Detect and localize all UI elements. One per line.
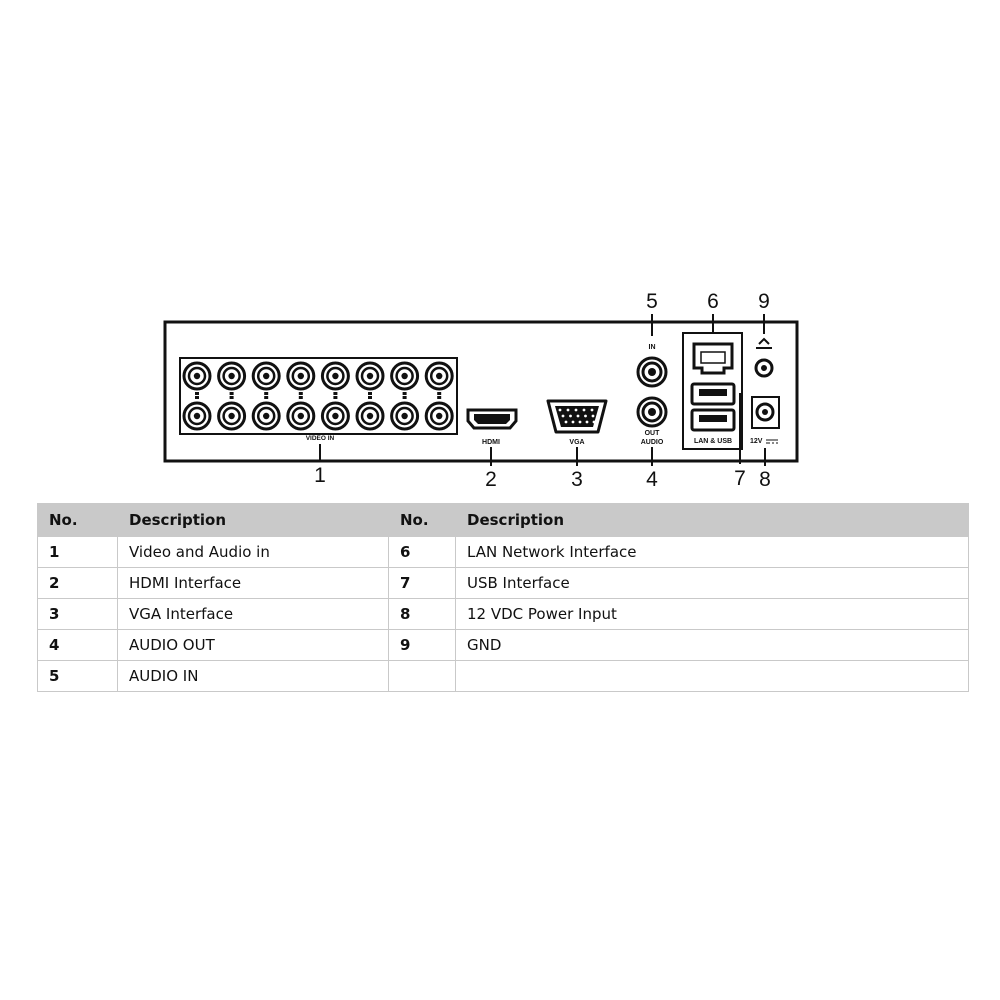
lan-port — [694, 344, 732, 373]
bnc-connector — [357, 363, 383, 395]
callout-5: 5 — [646, 290, 658, 313]
table-row — [38, 568, 969, 599]
bnc-connectors — [184, 363, 452, 429]
cell-description: HDMI Interface — [118, 568, 389, 599]
bnc-connector-block — [180, 358, 457, 442]
header-description-left: Description — [118, 504, 389, 537]
power-label: 12V — [750, 438, 763, 445]
bnc-connector — [253, 363, 279, 395]
header-no-right: No. — [389, 504, 456, 537]
cell-description — [456, 661, 969, 692]
bnc-connector — [426, 363, 452, 395]
cell-no: 9 — [389, 630, 456, 661]
usb-port-upper — [692, 384, 734, 404]
bnc-connector — [219, 363, 245, 395]
bnc-connector — [392, 396, 418, 429]
audio-in-label: IN — [648, 344, 656, 351]
cell-description: LAN Network Interface — [456, 537, 969, 568]
audio-out-label: OUT — [644, 430, 660, 437]
bnc-connector — [184, 363, 210, 395]
usb-port-lower — [692, 410, 734, 430]
cell-no: 1 — [38, 537, 118, 568]
bnc-connector — [322, 363, 348, 395]
bnc-connector — [322, 396, 348, 429]
gnd-terminal — [756, 339, 772, 376]
callout-3: 3 — [571, 468, 583, 491]
video-in-label: VIDEO IN — [305, 435, 335, 442]
bnc-connector — [184, 396, 210, 429]
callout-1: 1 — [314, 464, 326, 487]
table-row — [38, 630, 969, 661]
cell-description: AUDIO OUT — [118, 630, 389, 661]
lan-usb-block — [683, 333, 742, 449]
cell-description: Video and Audio in — [118, 537, 389, 568]
audio-in-jack — [638, 344, 666, 386]
cell-description: AUDIO IN — [118, 661, 389, 692]
cell-no: 5 — [38, 661, 118, 692]
vga-port — [548, 401, 606, 446]
cell-no: 4 — [38, 630, 118, 661]
bnc-connector — [288, 363, 314, 395]
hdmi-port — [468, 410, 516, 446]
cell-no: 7 — [389, 568, 456, 599]
bnc-connector — [288, 396, 314, 429]
cell-description: USB Interface — [456, 568, 969, 599]
bnc-connector — [357, 396, 383, 429]
header-no-left: No. — [38, 504, 118, 537]
callout-9: 9 — [758, 290, 770, 313]
cell-no: 6 — [389, 537, 456, 568]
header-description-right: Description — [456, 504, 969, 537]
callout-4: 4 — [646, 468, 658, 491]
audio-label: AUDIO — [640, 439, 664, 446]
audio-out-jack — [638, 398, 666, 446]
description-table — [37, 503, 969, 692]
cell-description: VGA Interface — [118, 599, 389, 630]
callout-8: 8 — [759, 468, 771, 491]
cell-no: 8 — [389, 599, 456, 630]
bnc-connector — [253, 396, 279, 429]
vga-label: VGA — [569, 439, 585, 446]
table-row — [38, 661, 969, 692]
callout-2: 2 — [485, 468, 497, 491]
callout-7: 7 — [734, 467, 746, 490]
lan-usb-label: LAN & USB — [693, 438, 733, 445]
cell-no — [389, 661, 456, 692]
callout-6: 6 — [707, 290, 719, 313]
power-input — [750, 397, 779, 445]
cell-description: GND — [456, 630, 969, 661]
table-header-row — [38, 504, 969, 537]
cell-no: 3 — [38, 599, 118, 630]
table-row — [38, 537, 969, 568]
cell-no: 2 — [38, 568, 118, 599]
bnc-connector — [426, 396, 452, 429]
hdmi-label: HDMI — [482, 439, 500, 446]
bnc-connector — [219, 396, 245, 429]
table-row — [38, 599, 969, 630]
cell-description: 12 VDC Power Input — [456, 599, 969, 630]
bnc-connector — [392, 363, 418, 395]
